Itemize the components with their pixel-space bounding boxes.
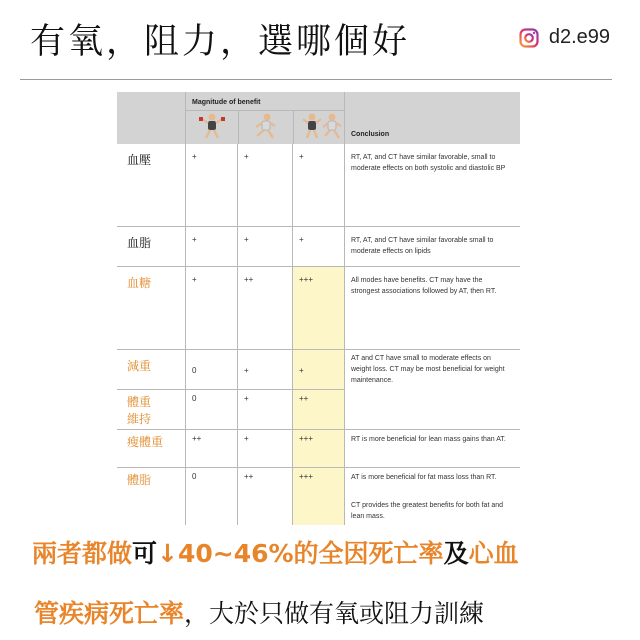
header-divider — [20, 79, 612, 80]
caption-segment: 心血 — [468, 539, 519, 568]
conclusion-text: RT is more beneficial for lean mass gains than AT. — [351, 436, 506, 443]
combined-value: +++ — [299, 472, 314, 481]
aerobic-value: 0 — [192, 394, 197, 403]
benefit-table — [117, 92, 520, 525]
row-label: 體脂 — [127, 473, 152, 487]
combined-value: +++ — [299, 275, 314, 284]
row-label: 瘦體重 — [127, 435, 164, 449]
caption-segment: 兩者都做 — [32, 539, 133, 568]
aerobic-value: ++ — [192, 434, 202, 443]
aerobic-value: + — [192, 235, 197, 244]
aerobic-value: 0 — [192, 472, 197, 481]
table-row — [117, 227, 520, 267]
table-header-row — [117, 92, 520, 144]
caption-segment: ，大於只做有氧或阻力訓練 — [184, 599, 485, 628]
conclusion-text: AT is more beneficial for fat mass loss than RT. — [351, 474, 497, 481]
resistance-value: + — [244, 394, 249, 403]
caption-line-2 — [34, 594, 484, 630]
table-row — [117, 430, 520, 468]
row-label: 血壓 — [127, 153, 152, 167]
conclusion-text: RT, AT, and CT have similar favorable small to moderate effects on lipids — [351, 237, 494, 255]
combined-value: + — [299, 366, 304, 375]
conclusion-text-2: CT provides the greatest benefits for both fat and lean mass. — [351, 502, 504, 520]
table-row — [117, 468, 520, 525]
handle-text: d2.e99 — [548, 26, 610, 48]
table-row — [117, 350, 520, 390]
caption-segment: ↓40~46%的全因死亡率 — [157, 539, 444, 568]
aerobic-training-figure-icon — [199, 112, 225, 140]
conclusion-text: RT, AT, and CT have similar favorable, small to moderate effects on both systolic and diastolic BP — [351, 154, 506, 172]
aerobic-value: 0 — [192, 366, 197, 375]
resistance-value: + — [244, 434, 249, 443]
table-row — [117, 144, 520, 227]
conclusion-text: AT and CT have small to moderate effects on weight loss. CT may be most beneficial for weight maintenance. — [351, 355, 505, 384]
instagram-handle[interactable] — [519, 26, 610, 49]
combined-training-figure-icon — [302, 112, 342, 140]
resistance-value: + — [244, 152, 249, 161]
row-label: 血脂 — [127, 236, 152, 250]
aerobic-value: + — [192, 152, 197, 161]
caption-line-1 — [32, 534, 519, 570]
caption-segment: 管疾病死亡率 — [34, 599, 185, 628]
instagram-icon — [519, 28, 539, 48]
caption-segment: 可 — [132, 539, 158, 568]
caption-segment: 及 — [443, 539, 469, 568]
page-title: 有氧，阻力，選哪個好 — [30, 22, 411, 62]
resistance-value: ++ — [244, 472, 254, 481]
resistance-training-figure-icon — [252, 112, 278, 140]
combined-value: + — [299, 152, 304, 161]
aerobic-value: + — [192, 275, 197, 284]
row-label: 減重 — [127, 359, 152, 373]
magnitude-header: Magnitude of benefit — [192, 99, 261, 106]
combined-value: +++ — [299, 434, 314, 443]
combined-value: + — [299, 235, 304, 244]
resistance-value: + — [244, 366, 249, 375]
row-label: 血糖 — [127, 276, 152, 290]
conclusion-header: Conclusion — [351, 131, 390, 138]
resistance-value: + — [244, 235, 249, 244]
resistance-value: ++ — [244, 275, 254, 284]
header — [0, 0, 640, 80]
conclusion-text: All modes have benefits. CT may have the strongest associations followed by AT, then RT. — [351, 277, 497, 295]
table-row — [117, 267, 520, 350]
row-label: 體重 維持 — [127, 395, 152, 426]
table-row — [117, 390, 520, 430]
combined-value: ++ — [299, 394, 309, 403]
